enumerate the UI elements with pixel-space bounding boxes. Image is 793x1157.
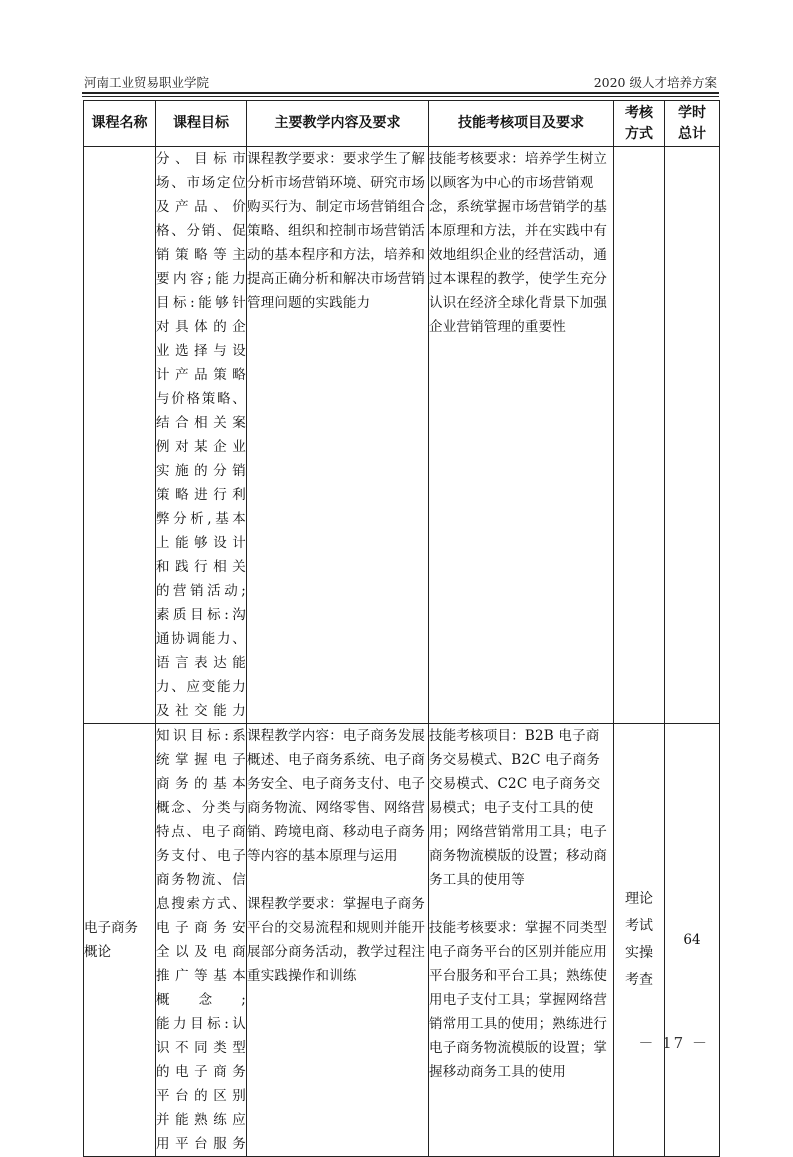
course-name-line: 电子商务 (84, 920, 138, 936)
col-header-exam-line: 方式 (625, 125, 653, 142)
col-header-content: 主要教学内容及要求 (247, 101, 429, 147)
table-row (84, 724, 720, 1157)
course-goal-line: 通协调能力、 (156, 631, 246, 647)
header-rule-thick (82, 92, 719, 94)
table-row (84, 147, 720, 724)
course-name-cell (84, 147, 156, 724)
page-number: － 17 － (638, 1034, 709, 1052)
course-goal-line: 场、市场定位 (156, 175, 246, 191)
course-goal-line: 素质目标:沟 (156, 607, 246, 623)
course-goal-line: 目标:能够针 (156, 295, 246, 311)
exam-method-line: 理论 (625, 891, 653, 907)
course-name-cell (84, 724, 156, 1157)
course-goal-line: 务支付、电子 (156, 848, 246, 864)
course-goal-line: 概念; (156, 992, 246, 1008)
col-header-exam-method (614, 101, 665, 147)
course-goal-line: 的营销活动; (156, 583, 246, 599)
course-goal-line: 特点、电子商 (156, 824, 246, 840)
course-goal-line: 知识目标:系 (156, 728, 246, 744)
exam-method-cell (614, 724, 665, 1157)
course-goal-line: 业选择与设 (156, 343, 246, 359)
table-header-row (84, 101, 720, 147)
course-goal-line: 和践行相关 (156, 559, 246, 575)
course-goal-line: 及社交能力 (156, 703, 246, 719)
skill-paragraph: 技能考核项目：B2B 电子商务交易模式、B2C 电子商务交易模式、C2C 电子商务交易模式；电子支付工具的使用；网络营销常用工具；电子商务物流模版的设置；移动商务工具的使用等 (429, 728, 608, 888)
course-goal-line: 力、应变能力 (156, 679, 246, 695)
course-goal-line: 统掌握电子 (156, 752, 246, 768)
course-goal-line: 策略进行利 (156, 487, 246, 503)
course-goal-line: 对具体的企 (156, 319, 246, 335)
course-goal-line: 销策略等主 (156, 247, 246, 263)
total-hours-cell (665, 147, 720, 724)
exam-method-cell (614, 147, 665, 724)
course-goal-line: 概念、分类与 (156, 800, 246, 816)
content-cell (247, 147, 429, 724)
course-goal-cell (156, 147, 247, 724)
content-paragraph: 课程教学内容：电子商务发展概述、电子商务系统、电子商务安全、电子商务支付、电子商务物流、网络零售、网络营销、跨境电商、移动电子商务等内容的基本原理与运用 (247, 728, 426, 864)
course-goal-line: 要内容;能力 (156, 271, 246, 287)
course-goal-line: 全以及电商 (156, 944, 246, 960)
course-goal-line: 语言表达能 (156, 655, 246, 671)
content-cell (247, 724, 429, 1157)
course-goal-line: 平台的区别 (156, 1088, 246, 1104)
col-header-skill: 技能考核项目及要求 (429, 101, 614, 147)
col-header-total-hours (665, 101, 720, 147)
col-header-course-name: 课程名称 (84, 101, 156, 147)
col-header-hours-line: 学时 (678, 104, 706, 121)
exam-method-line: 考查 (625, 972, 653, 988)
content-paragraph: 课程教学要求：要求学生了解分析市场营销环境、研究市场购买行为、制定市场营销组合策略、组织和控制市场营销活动的基本程序和方法，培养和提高正确分析和解决市场营销管理问题的实践能力 (247, 151, 426, 311)
course-name-line: 概论 (84, 944, 111, 960)
header-rule-thin (82, 96, 719, 97)
course-goal-line: 格、分销、促 (156, 223, 246, 239)
course-goal-line: 识不同类型 (156, 1040, 246, 1056)
course-table (83, 100, 720, 1157)
content-paragraph: 课程教学要求：掌握电子商务平台的交易流程和规则并能开展部分商务活动，教学过程注重实践操作和训练 (247, 896, 426, 984)
course-goal-line: 弊分析,基本 (156, 511, 246, 527)
course-goal-line: 能力目标:认 (156, 1016, 246, 1032)
course-goal-line: 电子商务安 (156, 920, 246, 936)
course-goal-line: 的电子商务 (156, 1064, 246, 1080)
course-goal-line: 与价格策略、 (156, 391, 246, 407)
course-goal-text (156, 724, 246, 1156)
skill-cell (429, 724, 614, 1157)
course-goal-line: 上能够设计 (156, 535, 246, 551)
course-goal-line: 商务物流、信 (156, 872, 246, 888)
course-goal-line: 及产品、价 (156, 199, 246, 215)
course-goal-line: 用平台服务 (156, 1136, 246, 1152)
paragraph-gap (247, 868, 428, 892)
paragraph-gap (429, 892, 613, 916)
course-goal-cell (156, 724, 247, 1157)
course-goal-line: 息搜索方式、 (156, 896, 246, 912)
course-goal-line: 商务的基本 (156, 776, 246, 792)
course-goal-line: 计产品策略 (156, 367, 246, 383)
header-document-title: 2020 级人才培养方案 (593, 75, 717, 90)
course-goal-line: 例对某企业 (156, 439, 246, 455)
skill-paragraph: 技能考核要求：掌握不同类型电子商务平台的区别并能应用平台服务和平台工具；熟练使用电子支付工具；掌握网络营销常用工具的使用；熟练进行电子商务物流模版的设置；掌握移动商务工具的使用 (429, 920, 608, 1080)
course-goal-line: 实施的分销 (156, 463, 246, 479)
skill-paragraph: 技能考核要求：培养学生树立以顾客为中心的市场营销观念，系统掌握市场营销学的基本原理和方法，并在实践中有效地组织企业的经营活动，通过本课程的教学，使学生充分认识在经济全球化背景下加强企业营销管理的重要性 (429, 151, 608, 335)
col-header-exam-line: 考核 (625, 104, 653, 121)
course-goal-line: 推广等基本 (156, 968, 246, 984)
skill-cell (429, 147, 614, 724)
header-institution: 河南工业贸易职业学院 (84, 75, 210, 90)
total-hours-cell: 64 (665, 724, 720, 1157)
course-goal-line: 并能熟练应 (156, 1112, 246, 1128)
col-header-hours-line: 总计 (678, 125, 706, 142)
exam-method-line: 考试 (625, 918, 653, 934)
course-goal-text (156, 147, 246, 723)
col-header-course-goal: 课程目标 (156, 101, 247, 147)
exam-method-line: 实操 (625, 945, 653, 961)
course-goal-line: 分、目标市 (156, 151, 246, 167)
course-goal-line: 结合相关案 (156, 415, 246, 431)
